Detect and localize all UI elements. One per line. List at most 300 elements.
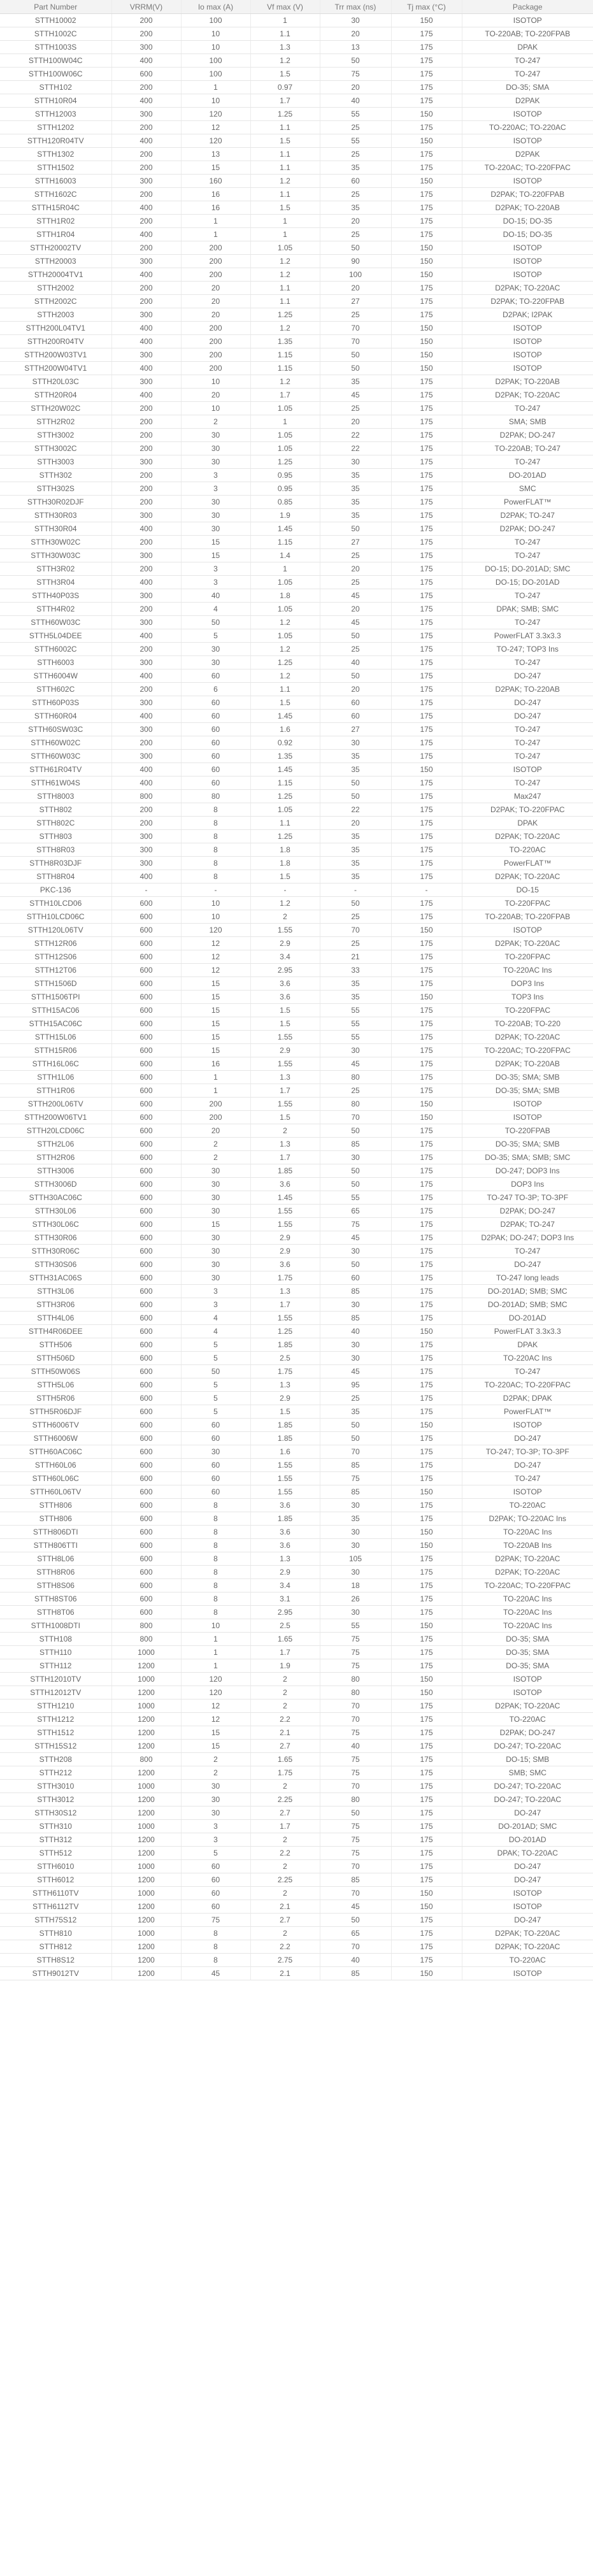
part-number-cell: STTH6012 [0, 1873, 111, 1887]
table-row [0, 1579, 593, 1592]
trr-max-cell: 70 [320, 1887, 391, 1900]
part-number-cell: STTH8S12 [0, 1954, 111, 1967]
vrrm-cell: 600 [111, 1111, 181, 1124]
table-row [0, 857, 593, 870]
vf-max-cell: 1.05 [250, 603, 320, 616]
package-cell: TO-247 [462, 723, 593, 736]
vrrm-cell: 1000 [111, 1646, 181, 1659]
part-number-cell: STTH5L04DEE [0, 629, 111, 643]
trr-max-cell: 50 [320, 1164, 391, 1178]
io-max-cell: 200 [181, 322, 250, 335]
vf-max-cell: 1.2 [250, 669, 320, 683]
tj-max-cell: 175 [391, 215, 462, 228]
vrrm-cell: 600 [111, 1459, 181, 1472]
package-cell: DO-15; SMB [462, 1753, 593, 1766]
io-max-cell: 3 [181, 1833, 250, 1847]
vf-max-cell: 1.2 [250, 616, 320, 629]
vrrm-cell: 600 [111, 1365, 181, 1378]
io-max-cell: 30 [181, 509, 250, 522]
trr-max-cell: 75 [320, 1726, 391, 1740]
package-cell: D2PAK; TO-220AC [462, 937, 593, 950]
vrrm-cell: 600 [111, 991, 181, 1004]
package-cell: D2PAK; TO-220AC [462, 1566, 593, 1579]
trr-max-cell: 85 [320, 1285, 391, 1298]
part-number-cell: STTH60SW03C [0, 723, 111, 736]
table-row [0, 1927, 593, 1940]
tj-max-cell: 175 [391, 1927, 462, 1940]
part-number-cell: STTH112 [0, 1659, 111, 1673]
package-cell: D2PAK; DO-247 [462, 1205, 593, 1218]
table-row [0, 1619, 593, 1633]
trr-max-cell: 20 [320, 81, 391, 94]
io-max-cell: 12 [181, 964, 250, 977]
part-number-cell: STTH61W04S [0, 776, 111, 790]
vf-max-cell: 2.9 [250, 1245, 320, 1258]
vf-max-cell: 2 [250, 1833, 320, 1847]
package-cell: SMA; SMB [462, 415, 593, 429]
vf-max-cell: 3.6 [250, 1499, 320, 1512]
package-cell: D2PAK; TO-220AC [462, 830, 593, 843]
package-cell: ISOTOP [462, 1098, 593, 1111]
trr-max-cell: 27 [320, 536, 391, 549]
trr-max-cell: 20 [320, 683, 391, 696]
part-number-cell: STTH60W03C [0, 750, 111, 763]
vf-max-cell: 2.9 [250, 1044, 320, 1057]
part-number-cell: STTH8L06 [0, 1552, 111, 1566]
vf-max-cell: 2 [250, 1699, 320, 1713]
tj-max-cell: 175 [391, 308, 462, 322]
vf-max-cell: 1.5 [250, 1004, 320, 1017]
table-row [0, 1713, 593, 1726]
package-cell: D2PAK [462, 94, 593, 108]
vrrm-cell: 600 [111, 68, 181, 81]
trr-max-cell: 25 [320, 148, 391, 161]
package-cell: PowerFLAT™ [462, 857, 593, 870]
part-number-cell: STTH6112TV [0, 1900, 111, 1914]
part-number-cell: STTH1008DTI [0, 1619, 111, 1633]
tj-max-cell: 175 [391, 830, 462, 843]
trr-max-cell: 35 [320, 201, 391, 215]
tj-max-cell: 175 [391, 669, 462, 683]
part-number-cell: STTH10LCD06 [0, 897, 111, 910]
vf-max-cell: 1.6 [250, 1445, 320, 1459]
trr-max-cell: 75 [320, 1766, 391, 1780]
vrrm-cell: 300 [111, 255, 181, 268]
io-max-cell: 60 [181, 1432, 250, 1445]
part-number-cell: STTH50W06S [0, 1365, 111, 1378]
vrrm-cell: 600 [111, 1258, 181, 1271]
tj-max-cell: 175 [391, 1753, 462, 1766]
vrrm-cell: 600 [111, 924, 181, 937]
tj-max-cell: 175 [391, 643, 462, 656]
table-row [0, 1392, 593, 1405]
table-row [0, 1954, 593, 1967]
tj-max-cell: 150 [391, 14, 462, 27]
trr-max-cell: 80 [320, 1686, 391, 1699]
vrrm-cell: 400 [111, 522, 181, 536]
package-cell: TO-220FPAC [462, 950, 593, 964]
vf-max-cell: 1.8 [250, 589, 320, 603]
vf-max-cell: 0.85 [250, 496, 320, 509]
table-row [0, 1592, 593, 1606]
tj-max-cell: 150 [391, 335, 462, 348]
trr-max-cell: 20 [320, 562, 391, 576]
vf-max-cell: 1.6 [250, 723, 320, 736]
tj-max-cell: 175 [391, 1659, 462, 1673]
tj-max-cell: 175 [391, 1954, 462, 1967]
part-number-cell: STTH15AC06 [0, 1004, 111, 1017]
table-row [0, 389, 593, 402]
trr-max-cell: 35 [320, 830, 391, 843]
vrrm-cell: 300 [111, 589, 181, 603]
part-number-cell: STTH1212 [0, 1713, 111, 1726]
trr-max-cell: 65 [320, 1205, 391, 1218]
table-row [0, 482, 593, 496]
tj-max-cell: 175 [391, 1833, 462, 1847]
vrrm-cell: 400 [111, 669, 181, 683]
vrrm-cell: 200 [111, 121, 181, 134]
part-number-cell: STTH1506TPI [0, 991, 111, 1004]
trr-max-cell: 22 [320, 429, 391, 442]
vf-max-cell: 1.25 [250, 108, 320, 121]
vf-max-cell: 2.9 [250, 1231, 320, 1245]
io-max-cell: 3 [181, 576, 250, 589]
part-number-cell: STTH8R03DJF [0, 857, 111, 870]
vrrm-cell: 600 [111, 1191, 181, 1205]
trr-max-cell: 20 [320, 215, 391, 228]
tj-max-cell: 175 [391, 950, 462, 964]
vrrm-cell: 300 [111, 175, 181, 188]
table-row [0, 1271, 593, 1285]
vrrm-cell: 600 [111, 937, 181, 950]
tj-max-cell: 150 [391, 268, 462, 282]
part-number-cell: STTH12012TV [0, 1686, 111, 1699]
package-cell: D2PAK; TO-247 [462, 1218, 593, 1231]
vrrm-cell: 200 [111, 736, 181, 750]
io-max-cell: 8 [181, 1526, 250, 1539]
vf-max-cell: 1.5 [250, 201, 320, 215]
package-cell: D2PAK; TO-220AC [462, 282, 593, 295]
vf-max-cell: 2 [250, 910, 320, 924]
trr-max-cell: 30 [320, 1245, 391, 1258]
vrrm-cell: 800 [111, 790, 181, 803]
vf-max-cell: 1.55 [250, 1485, 320, 1499]
io-max-cell: 30 [181, 1258, 250, 1271]
io-max-cell: 15 [181, 1044, 250, 1057]
io-max-cell: 8 [181, 1539, 250, 1552]
vrrm-cell: 1000 [111, 1780, 181, 1793]
vf-max-cell: 1.2 [250, 268, 320, 282]
vf-max-cell: 2.9 [250, 1392, 320, 1405]
package-cell: DO-35; SMA; SMB [462, 1138, 593, 1151]
io-max-cell: 60 [181, 776, 250, 790]
table-row [0, 41, 593, 54]
vf-max-cell: 1.3 [250, 41, 320, 54]
vf-max-cell: 2 [250, 1860, 320, 1873]
package-cell: ISOTOP [462, 335, 593, 348]
tj-max-cell: 175 [391, 1873, 462, 1887]
trr-max-cell: 40 [320, 656, 391, 669]
vf-max-cell: 1.45 [250, 710, 320, 723]
vf-max-cell: 1.05 [250, 629, 320, 643]
trr-max-cell: 50 [320, 1914, 391, 1927]
table-row [0, 1967, 593, 1980]
vf-max-cell: 2.2 [250, 1847, 320, 1860]
vrrm-cell: 300 [111, 843, 181, 857]
vrrm-cell: 600 [111, 1325, 181, 1338]
part-number-cell: STTH802C [0, 817, 111, 830]
vf-max-cell: 3.6 [250, 991, 320, 1004]
package-cell: TO-247 TO-3P; TO-3PF [462, 1191, 593, 1205]
package-cell: DO-247 [462, 669, 593, 683]
tj-max-cell: 175 [391, 790, 462, 803]
package-cell: DO-247 [462, 710, 593, 723]
package-cell: D2PAK; DO-247; DOP3 Ins [462, 1231, 593, 1245]
table-row [0, 1004, 593, 1017]
vf-max-cell: 3.4 [250, 1579, 320, 1592]
vrrm-cell: 600 [111, 1205, 181, 1218]
vrrm-cell: 600 [111, 964, 181, 977]
part-number-cell: STTH16L06C [0, 1057, 111, 1071]
tj-max-cell: 175 [391, 1646, 462, 1659]
io-max-cell: 30 [181, 1271, 250, 1285]
trr-max-cell: 35 [320, 509, 391, 522]
part-number-cell: STTH15R06 [0, 1044, 111, 1057]
tj-max-cell: 150 [391, 1673, 462, 1686]
trr-max-cell: 20 [320, 817, 391, 830]
vf-max-cell: 1.55 [250, 1312, 320, 1325]
table-row [0, 1673, 593, 1686]
trr-max-cell: 90 [320, 255, 391, 268]
part-number-cell: STTH15S12 [0, 1740, 111, 1753]
trr-max-cell: 26 [320, 1592, 391, 1606]
table-row [0, 937, 593, 950]
package-cell: ISOTOP [462, 14, 593, 27]
table-row [0, 1445, 593, 1459]
tj-max-cell: 175 [391, 1499, 462, 1512]
package-cell: DOP3 Ins [462, 1178, 593, 1191]
trr-max-cell: 70 [320, 1111, 391, 1124]
tj-max-cell: 175 [391, 964, 462, 977]
tj-max-cell: 150 [391, 1619, 462, 1633]
package-cell: D2PAK; TO-220AB [462, 1057, 593, 1071]
tj-max-cell: 150 [391, 348, 462, 362]
package-cell: TO-247 [462, 656, 593, 669]
trr-max-cell: 50 [320, 776, 391, 790]
tj-max-cell: 175 [391, 94, 462, 108]
vrrm-cell: 600 [111, 1606, 181, 1619]
vf-max-cell: 1 [250, 14, 320, 27]
package-cell: D2PAK; TO-247 [462, 509, 593, 522]
vrrm-cell: 400 [111, 268, 181, 282]
vrrm-cell: 200 [111, 803, 181, 817]
trr-max-cell: 70 [320, 1699, 391, 1713]
part-number-cell: STTH16003 [0, 175, 111, 188]
table-row [0, 1552, 593, 1566]
table-row [0, 54, 593, 68]
tj-max-cell: 175 [391, 1231, 462, 1245]
part-number-cell: STTH3R02 [0, 562, 111, 576]
vrrm-cell: 800 [111, 1619, 181, 1633]
trr-max-cell: 100 [320, 268, 391, 282]
trr-max-cell: 50 [320, 362, 391, 375]
part-number-cell: STTH6003 [0, 656, 111, 669]
tj-max-cell: 175 [391, 415, 462, 429]
package-cell: TO-220AC [462, 843, 593, 857]
io-max-cell: 10 [181, 375, 250, 389]
table-row [0, 643, 593, 656]
vf-max-cell: 1.85 [250, 1419, 320, 1432]
vrrm-cell: 600 [111, 1405, 181, 1419]
tj-max-cell: 150 [391, 1325, 462, 1338]
trr-max-cell: 65 [320, 1927, 391, 1940]
part-number-cell: STTH812 [0, 1940, 111, 1954]
io-max-cell: 2 [181, 1753, 250, 1766]
package-cell: TO-220FPAB [462, 1124, 593, 1138]
part-number-cell: STTH6004W [0, 669, 111, 683]
vf-max-cell: 1.75 [250, 1766, 320, 1780]
vrrm-cell: 200 [111, 241, 181, 255]
io-max-cell: 60 [181, 1873, 250, 1887]
package-cell: TO-220AC; TO-220FPAC [462, 161, 593, 175]
table-row [0, 188, 593, 201]
tj-max-cell: 175 [391, 536, 462, 549]
vrrm-cell: 600 [111, 1539, 181, 1552]
vrrm-cell: 200 [111, 402, 181, 415]
package-cell: DO-201AD [462, 1312, 593, 1325]
package-cell: D2PAK; I2PAK [462, 308, 593, 322]
package-cell: SMB; SMC [462, 1766, 593, 1780]
vf-max-cell: 1.45 [250, 522, 320, 536]
trr-max-cell: 85 [320, 1967, 391, 1980]
trr-max-cell: 75 [320, 1633, 391, 1646]
vrrm-cell: 600 [111, 1338, 181, 1352]
table-row [0, 950, 593, 964]
vrrm-cell: 400 [111, 201, 181, 215]
vrrm-cell: 600 [111, 1592, 181, 1606]
trr-max-cell: 75 [320, 1218, 391, 1231]
part-number-cell: STTH3006D [0, 1178, 111, 1191]
io-max-cell: 80 [181, 790, 250, 803]
trr-max-cell: 55 [320, 1017, 391, 1031]
part-number-cell: STTH110 [0, 1646, 111, 1659]
vrrm-cell: 600 [111, 1285, 181, 1298]
part-number-cell: STTH5R06DJF [0, 1405, 111, 1419]
package-cell: DO-15; DO-35 [462, 228, 593, 241]
vrrm-cell: 1200 [111, 1833, 181, 1847]
part-number-cell: STTH806 [0, 1512, 111, 1526]
vrrm-cell: 300 [111, 41, 181, 54]
table-row [0, 335, 593, 348]
tj-max-cell: 175 [391, 897, 462, 910]
io-max-cell: 8 [181, 1579, 250, 1592]
vf-max-cell: 2.1 [250, 1900, 320, 1914]
tj-max-cell: 150 [391, 1686, 462, 1699]
package-cell: TO-220AC; TO-220FPAC [462, 1044, 593, 1057]
tj-max-cell: 175 [391, 469, 462, 482]
trr-max-cell: 35 [320, 1512, 391, 1526]
trr-max-cell: 35 [320, 843, 391, 857]
package-cell: ISOTOP [462, 268, 593, 282]
table-row [0, 255, 593, 268]
package-cell: DO-247; TO-220AC [462, 1780, 593, 1793]
vf-max-cell: 1.1 [250, 683, 320, 696]
vf-max-cell: 1.75 [250, 1271, 320, 1285]
io-max-cell: 8 [181, 1606, 250, 1619]
tj-max-cell: 175 [391, 1352, 462, 1365]
vrrm-cell: 1200 [111, 1740, 181, 1753]
trr-max-cell: 85 [320, 1873, 391, 1887]
package-cell: D2PAK; DO-247 [462, 429, 593, 442]
tj-max-cell: 175 [391, 201, 462, 215]
vrrm-cell: 200 [111, 482, 181, 496]
trr-max-cell: 45 [320, 389, 391, 402]
vrrm-cell: 1200 [111, 1914, 181, 1927]
io-max-cell: 30 [181, 1164, 250, 1178]
tj-max-cell: 175 [391, 54, 462, 68]
part-number-cell: STTH310 [0, 1820, 111, 1833]
vrrm-cell: 300 [111, 696, 181, 710]
vrrm-cell: 300 [111, 857, 181, 870]
vrrm-cell: 200 [111, 643, 181, 656]
tj-max-cell: 175 [391, 696, 462, 710]
trr-max-cell: 70 [320, 1940, 391, 1954]
package-cell: ISOTOP [462, 348, 593, 362]
table-row [0, 241, 593, 255]
trr-max-cell: 25 [320, 121, 391, 134]
part-number-cell: STTH10002 [0, 14, 111, 27]
trr-max-cell: 40 [320, 1740, 391, 1753]
package-cell: PowerFLAT™ [462, 1405, 593, 1419]
package-cell: D2PAK; TO-220AC [462, 1552, 593, 1566]
vf-max-cell: 1.2 [250, 375, 320, 389]
tj-max-cell: 175 [391, 68, 462, 81]
vrrm-cell: 300 [111, 348, 181, 362]
trr-max-cell: 55 [320, 1004, 391, 1017]
tj-max-cell: 175 [391, 1592, 462, 1606]
tj-max-cell: 175 [391, 603, 462, 616]
vf-max-cell: 1.9 [250, 509, 320, 522]
tj-max-cell: 175 [391, 1071, 462, 1084]
part-number-cell: STTH30R02DJF [0, 496, 111, 509]
package-cell: D2PAK; TO-220AB [462, 201, 593, 215]
io-max-cell: 200 [181, 362, 250, 375]
trr-max-cell: 35 [320, 375, 391, 389]
table-row [0, 1031, 593, 1044]
vf-max-cell: 3.6 [250, 1258, 320, 1271]
table-row [0, 1847, 593, 1860]
part-number-cell: STTH20004TV1 [0, 268, 111, 282]
trr-max-cell: 30 [320, 736, 391, 750]
vrrm-cell: 600 [111, 1419, 181, 1432]
vf-max-cell: 2 [250, 1780, 320, 1793]
table-row [0, 1780, 593, 1793]
vrrm-cell: 600 [111, 1031, 181, 1044]
package-cell: DO-201AD; SMB; SMC [462, 1285, 593, 1298]
tj-max-cell: 175 [391, 1017, 462, 1031]
tj-max-cell: 175 [391, 1860, 462, 1873]
tj-max-cell: 150 [391, 362, 462, 375]
part-number-cell: STTH200R04TV [0, 335, 111, 348]
part-number-cell: STTH12R06 [0, 937, 111, 950]
trr-max-cell: 50 [320, 1419, 391, 1432]
tj-max-cell: 175 [391, 1031, 462, 1044]
io-max-cell: 8 [181, 1592, 250, 1606]
io-max-cell: 8 [181, 817, 250, 830]
trr-max-cell: 30 [320, 1499, 391, 1512]
io-max-cell: 2 [181, 1766, 250, 1780]
io-max-cell: 200 [181, 348, 250, 362]
